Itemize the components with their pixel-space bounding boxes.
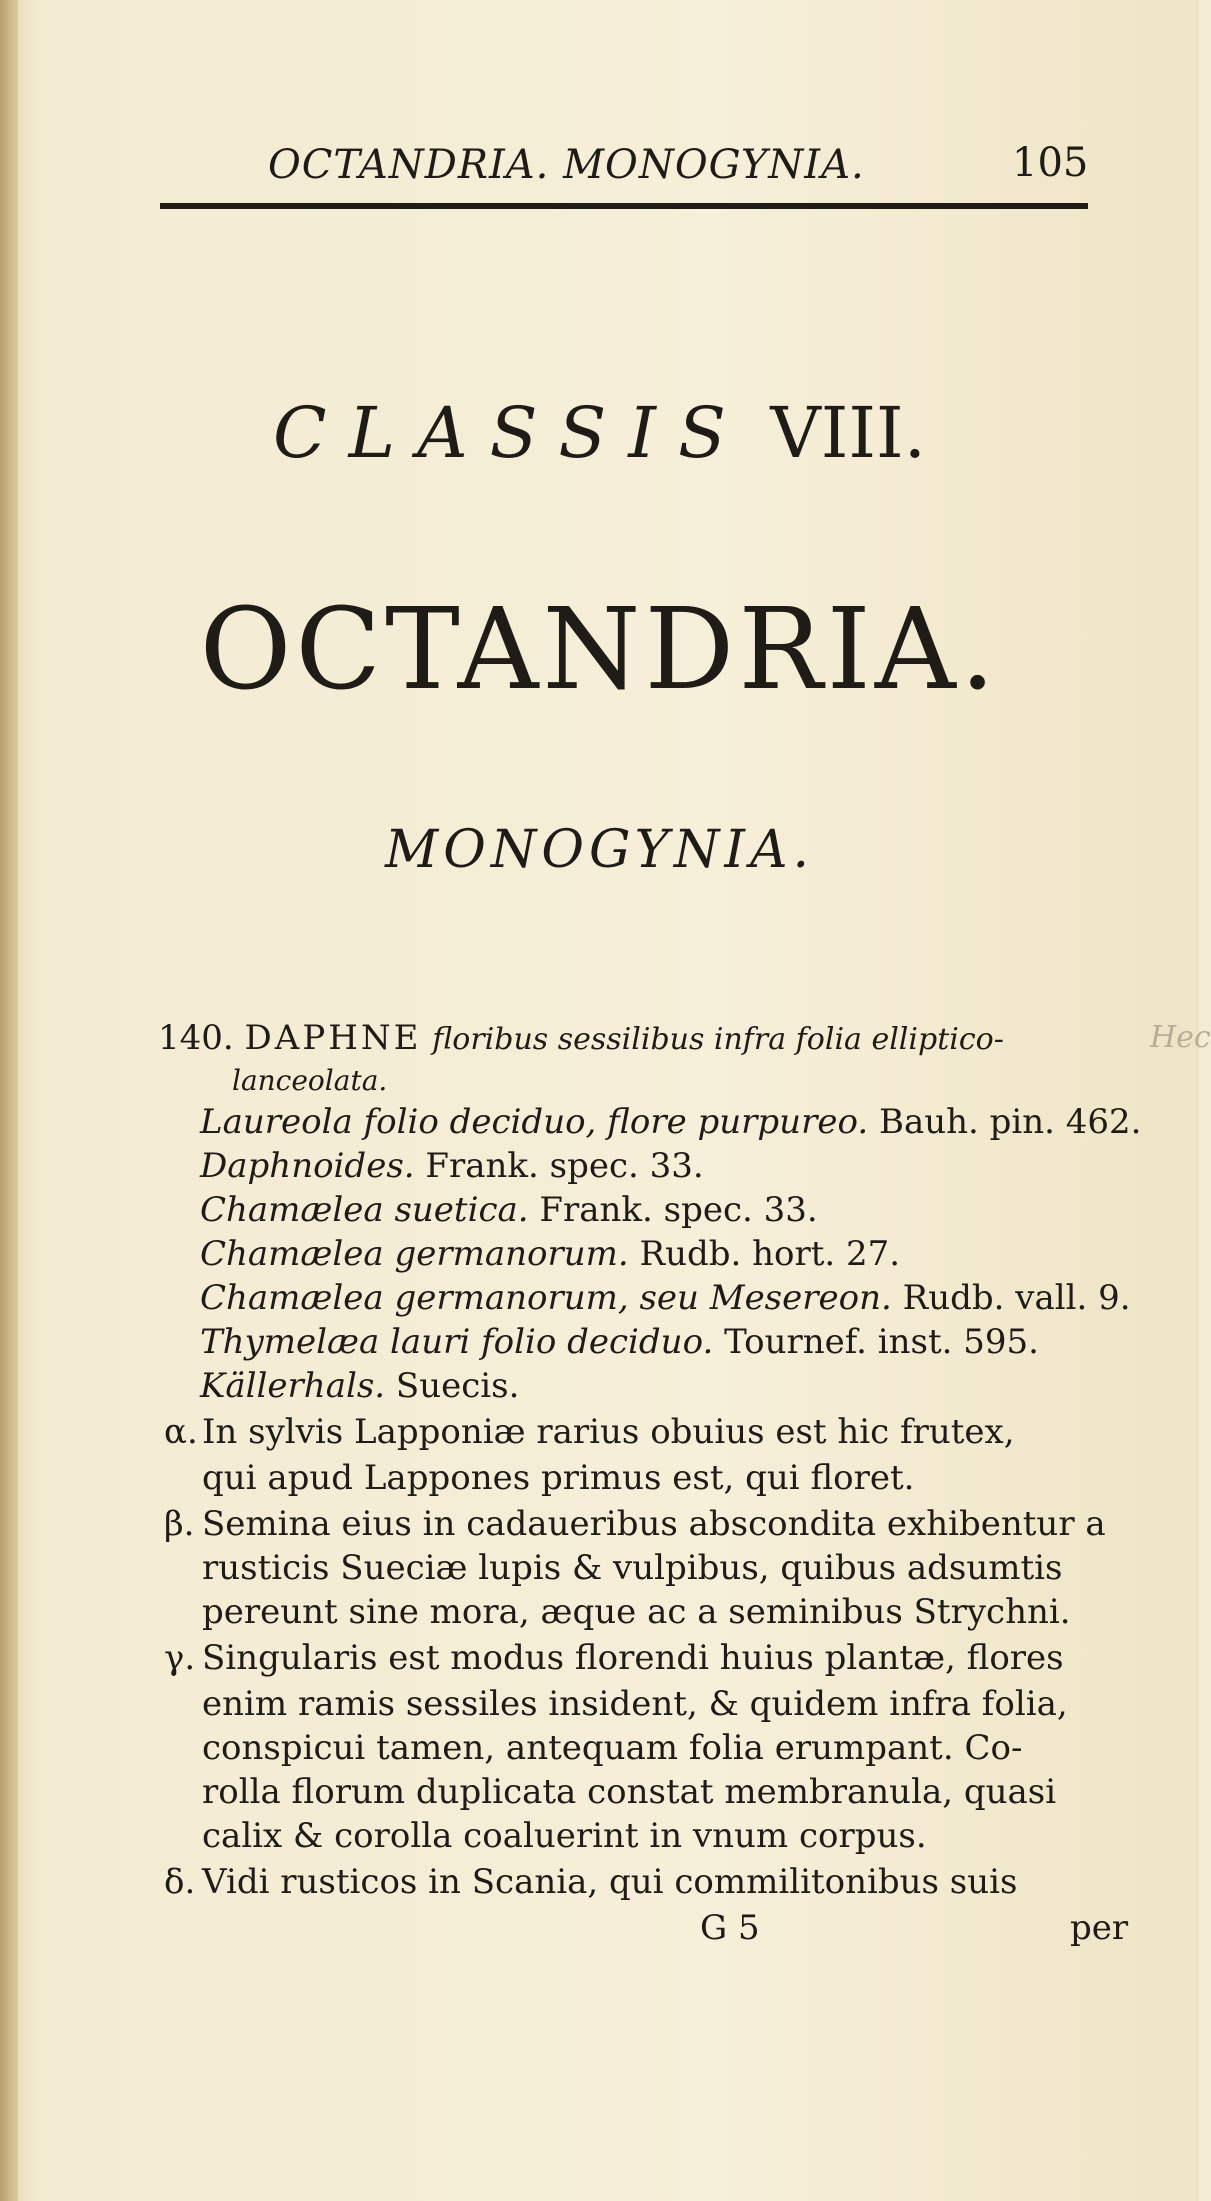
synonym-name: Chamælea germanorum, seu Mesereon.	[200, 1278, 892, 1318]
note-text: Singularis est modus florendi huius plantæ, flores	[202, 1638, 1064, 1678]
classis-word: CLASSIS	[273, 392, 748, 474]
header-rule	[160, 203, 1088, 209]
entry-heading	[158, 1018, 1004, 1058]
note-text: In sylvis Lapponiæ rarius obuius est hic frutex,	[202, 1412, 1015, 1452]
page-gutter-shadow	[0, 0, 18, 2201]
synonym-line	[200, 1190, 818, 1230]
diagnosis-line-1: floribus sessilibus infra folia elliptico-	[432, 1022, 1004, 1057]
diagnosis-line-2: lanceolata.	[232, 1064, 388, 1097]
note-line	[164, 1412, 1015, 1452]
note-line: calix & corolla coaluerint in vnum corpus.	[202, 1816, 927, 1856]
note-line: qui apud Lappones primus est, qui floret.	[202, 1458, 915, 1498]
note-line	[164, 1638, 1064, 1678]
genus-name: DAPHNE	[244, 1018, 422, 1058]
note-line: enim ramis sessiles insident, & quidem infra folia,	[202, 1684, 1068, 1724]
note-line: rusticis Sueciæ lupis & vulpibus, quibus adsumtis	[202, 1548, 1063, 1588]
synonym-line	[200, 1146, 704, 1186]
synonym-line	[200, 1366, 519, 1406]
synonym-line	[200, 1278, 1131, 1318]
running-title: OCTANDRIA. MONOGYNIA.	[268, 142, 865, 188]
synonym-name: Källerhals.	[200, 1366, 386, 1406]
note-line: pereunt sine mora, æque ac a seminibus Strychni.	[202, 1592, 1071, 1632]
note-text: Vidi rusticos in Scania, qui commilitonibus suis	[202, 1862, 1018, 1902]
synonym-name: Laureola folio deciduo, flore purpureo.	[200, 1102, 869, 1142]
catchword: per	[1070, 1908, 1129, 1948]
signature-mark: G 5	[700, 1908, 760, 1948]
entry-number: 140.	[158, 1018, 234, 1058]
note-mark: β.	[164, 1504, 195, 1544]
note-line: conspicui tamen, antequam folia erumpant. Co-	[202, 1728, 1023, 1768]
synonym-ref: Frank. spec. 33.	[539, 1190, 818, 1230]
synonym-ref: Rudb. hort. 27.	[639, 1234, 901, 1274]
synonym-name: Chamælea germanorum.	[200, 1234, 629, 1274]
margin-annotation: Hec	[1150, 1020, 1211, 1055]
note-mark: α.	[164, 1412, 198, 1452]
page-number: 105	[1012, 140, 1089, 186]
note-line	[164, 1862, 1017, 1902]
note-mark: γ.	[164, 1638, 196, 1678]
order-title: MONOGYNIA.	[384, 820, 815, 880]
synonym-ref: Suecis.	[395, 1366, 520, 1406]
synonym-ref: Bauh. pin. 462.	[878, 1102, 1142, 1142]
class-title: OCTANDRIA.	[199, 585, 1000, 715]
note-text: Semina eius in cadaueribus abscondita exhibentur a	[202, 1504, 1106, 1544]
classis-heading	[0, 392, 1199, 474]
synonym-line	[200, 1234, 900, 1274]
classis-numeral: VIII.	[770, 392, 926, 474]
synonym-name: Thymelæa lauri folio deciduo.	[200, 1322, 714, 1362]
note-mark: δ.	[164, 1862, 196, 1902]
note-line: rolla florum duplicata constat membranula, quasi	[202, 1772, 1057, 1812]
note-line	[164, 1504, 1106, 1544]
synonym-name: Chamælea suetica.	[200, 1190, 529, 1230]
synonym-ref: Rudb. vall. 9.	[902, 1278, 1131, 1318]
synonym-ref: Frank. spec. 33.	[425, 1146, 704, 1186]
synonym-line	[200, 1322, 1039, 1362]
synonym-line	[200, 1102, 1141, 1142]
synonym-name: Daphnoides.	[200, 1146, 415, 1186]
synonym-ref: Tournef. inst. 595.	[724, 1322, 1039, 1362]
